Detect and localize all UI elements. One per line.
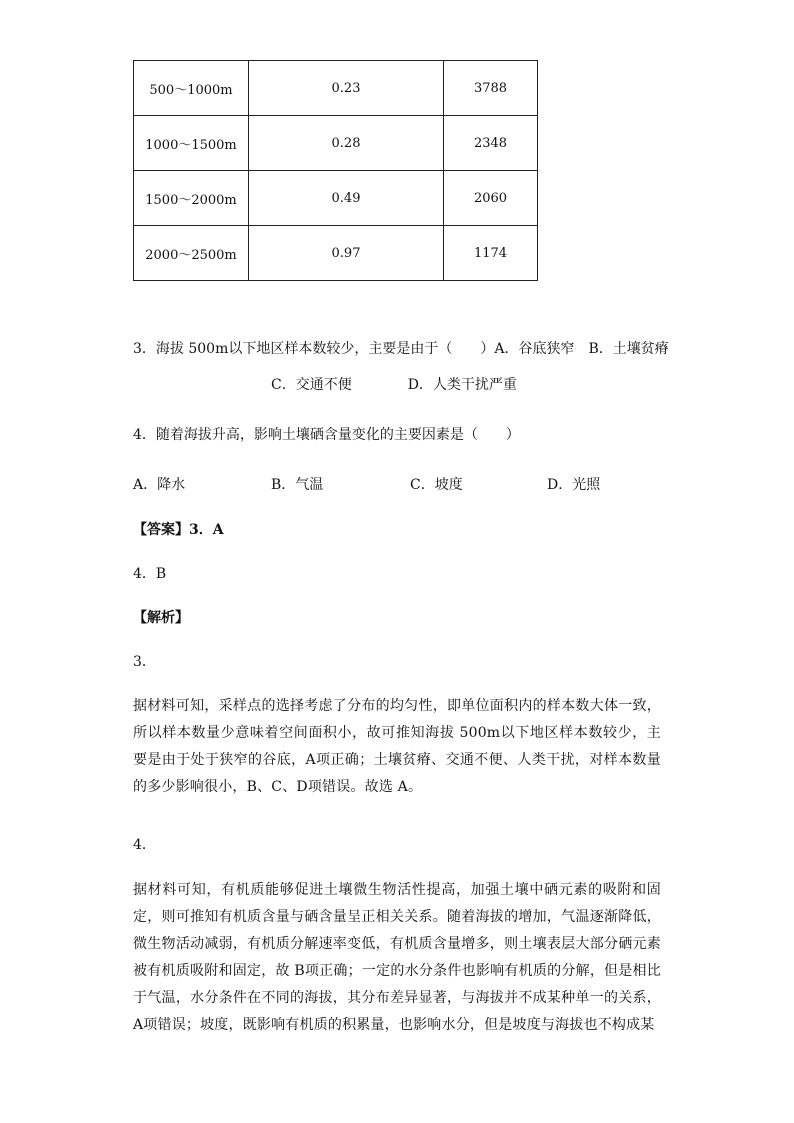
analysis-3-text	[133, 693, 661, 801]
answer-4: 4．B	[133, 566, 167, 582]
answer-label: 【答案】3．A	[133, 522, 224, 538]
table-row	[134, 61, 538, 116]
count-cell: 2348	[444, 116, 538, 171]
question-3-stem: 3．海拔 500m以下地区样本数较少，主要是由于（ ）A．谷底狭窄 B．土壤贫瘠	[133, 341, 669, 357]
analysis-4-paragraph: 据材料可知，有机质能够促进土壤微生物活性提高，加强土壤中硒元素的吸附和固定，则可推知有机质含量与硒含量呈正相关关系。随着海拔的增加，气温逐渐降低，微生物活动减弱，有机质分解速率变低，有机质含量增多，则土壤表层大部分硒元素被有机质吸附和固定，故 B项正确；一定的水分条件也影响有机质的分解，但是相比于气温，水分条件在不同的海拔，其分布差异显著，与海拔并不成某种单一的关系，A项错误；坡度，既影响有机质的积累量，也影响水分，但是坡度与海拔也不构成某	[133, 882, 661, 1033]
value-cell: 0.23	[249, 61, 444, 116]
elevation-range-cell: 2000～2500m	[134, 226, 249, 281]
analysis-4-number: 4．	[133, 837, 156, 853]
table-row	[134, 171, 538, 226]
count-cell: 2060	[444, 171, 538, 226]
option-c: C．坡度	[410, 477, 463, 493]
option-a: A．降水	[133, 477, 186, 493]
table-row	[134, 116, 538, 171]
value-cell: 0.28	[249, 116, 444, 171]
question-3-options: C．交通不便 D．人类干扰严重	[271, 377, 517, 393]
elevation-range-cell: 500～1000m	[134, 61, 249, 116]
count-cell: 1174	[444, 226, 538, 281]
elevation-data-table	[133, 60, 538, 281]
table-row	[134, 226, 538, 281]
analysis-label: 【解析】	[133, 610, 189, 626]
option-b: B．气温	[271, 477, 324, 493]
value-cell: 0.49	[249, 171, 444, 226]
elevation-range-cell: 1000～1500m	[134, 116, 249, 171]
value-cell: 0.97	[249, 226, 444, 281]
analysis-4-text	[133, 877, 661, 1039]
analysis-3-number: 3．	[133, 654, 156, 670]
elevation-range-cell: 1500～2000m	[134, 171, 249, 226]
count-cell: 3788	[444, 61, 538, 116]
option-d: D．光照	[547, 477, 601, 493]
question-4-stem: 4．随着海拔升高，影响土壤硒含量变化的主要因素是（ ）	[133, 427, 520, 443]
analysis-3-paragraph: 据材料可知，采样点的选择考虑了分布的均匀性，即单位面积内的样本数大体一致，所以样本数量少意味着空间面积小，故可推知海拔 500m以下地区样本数较少，主要是由于处于狭窄的谷底，A项正确；土壤贫瘠、交通不便、人类干扰，对样本数量的多少影响很小，B、C、D项错误。故选 A。	[133, 698, 661, 795]
